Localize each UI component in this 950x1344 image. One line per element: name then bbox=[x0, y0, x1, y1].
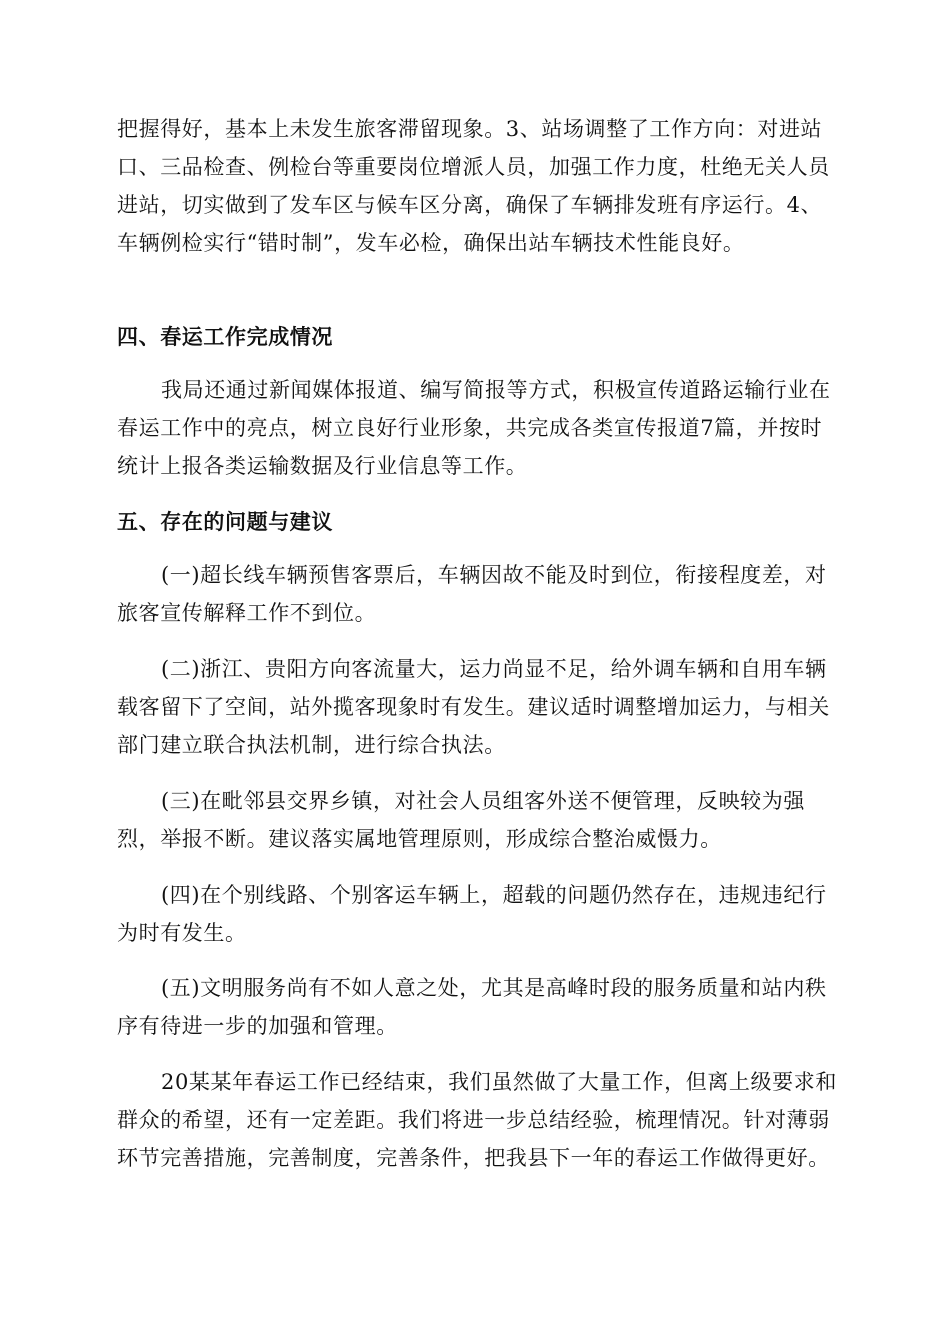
paragraph-issue-5: (五)文明服务尚有不如人意之处，尤其是高峰时段的服务质量和站内秩序有待进一步的加强和管理。 bbox=[117, 976, 827, 1038]
paragraph-station-measures: 把握得好，基本上未发生旅客滞留现象。3、站场调整了工作方向：对进站口、三品检查、例检台等重要岗位增派人员，加强工作力度，杜绝无关人员进站，切实做到了发车区与候车区分离，确保了车辆排发班有序运行。4、车辆例检实行“错时制”，发车必检，确保出站车辆技术性能良好。 bbox=[117, 117, 830, 255]
paragraph-issue-4: (四)在个别线路、个别客运车辆上，超载的问题仍然存在，违规违纪行为时有发生。 bbox=[117, 883, 827, 945]
section-heading-4: 四、春运工作完成情况 bbox=[117, 325, 333, 349]
paragraph-issue-2: (二)浙江、贵阳方向客流量大，运力尚显不足，给外调车辆和自用车辆载客留下了空间，站外揽客现象时有发生。建议适时调整增加运力，与相关部门建立联合执法机制，进行综合执法。 bbox=[117, 657, 830, 757]
paragraph-issue-3: (三)在毗邻县交界乡镇，对社会人员组客外送不便管理，反映较为强烈，举报不断。建议落实属地管理原则，形成综合整治威慑力。 bbox=[117, 789, 805, 851]
paragraph-completion: 我局还通过新闻媒体报道、编写简报等方式，积极宣传道路运输行业在春运工作中的亮点，树立良好行业形象，共完成各类宣传报道7篇，并按时统计上报各类运输数据及行业信息等工作。 bbox=[117, 378, 831, 478]
paragraph-issue-1: (一)超长线车辆预售客票后，车辆因故不能及时到位，衔接程度差，对旅客宣传解释工作不到位。 bbox=[117, 563, 827, 625]
section-heading-5: 五、存在的问题与建议 bbox=[117, 510, 333, 534]
paragraph-conclusion: 20某某年春运工作已经结束，我们虽然做了大量工作，但离上级要求和群众的希望，还有一定差距。我们将进一步总结经验，梳理情况。针对薄弱环节完善措施，完善制度，完善条件，把我县下一年的春运工作做得更好。 bbox=[117, 1070, 837, 1170]
